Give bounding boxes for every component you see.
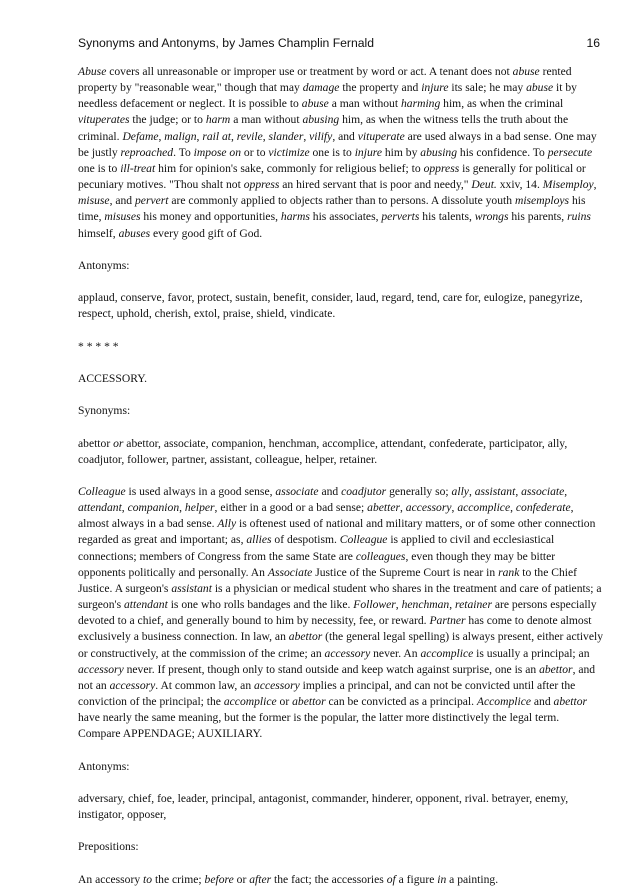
italic-term: assistant bbox=[474, 484, 516, 498]
italic-term: Follower bbox=[353, 598, 396, 612]
italic-term: colleagues bbox=[355, 549, 406, 563]
italic-term: abettor bbox=[553, 694, 588, 708]
prepositions-label: Prepositions: bbox=[78, 840, 139, 854]
italic-term: oppress bbox=[243, 178, 280, 192]
italic-term: coadjutor bbox=[341, 484, 387, 498]
italic-term: attendant bbox=[124, 598, 168, 612]
abuse-paragraph: Abuse covers all unreasonable or improper use or treatment by word or act. A tenant does not abuse rented property by "reasonable wear," though that may damage the property and injure its sale; he may abuse it by needless defacement or neglect. It is possible to abuse a man without harming him, as when the criminal vituperates the judge; or to harm a man without abusing him, as when the witness tells the truth about the criminal. Defame, malign, rail at, revile, slander, vilify, and vituperate are used always in a bad sense. One may be justly reproached. To impose on or to victimize one is to injure him by abusing his confidence. To persecute one is to ill-treat him for opinion's sake, commonly for religious belief; to oppress is generally for political or pecuniary motives. "Thou shalt not oppress an hired servant that is poor and needy," Deut. xxiv, 14. Misemploy, misuse, and pervert are commonly applied to objects rather than to persons. A dissolute youth misemploys his time, misuses his money and opportunities, harms his associates, perverts his talents, wrongs his parents, ruins himself, abuses every good gift of God. bbox=[78, 65, 597, 240]
italic-term: misuse bbox=[78, 194, 110, 208]
italic-term: Accomplice bbox=[476, 694, 531, 708]
page-header bbox=[78, 36, 600, 50]
section-separator: * * * * * bbox=[78, 339, 119, 353]
synonyms-label: Synonyms: bbox=[78, 404, 131, 418]
italic-term: abettor bbox=[292, 694, 326, 708]
italic-term: reproached bbox=[120, 145, 174, 159]
italic-term: harm bbox=[205, 113, 231, 127]
italic-term: before bbox=[204, 872, 234, 886]
italic-term: to bbox=[143, 872, 153, 886]
italic-term: vituperate bbox=[357, 129, 405, 143]
italic-term: abuse bbox=[301, 97, 329, 111]
italic-term: Deut. bbox=[471, 178, 497, 192]
antonyms-list: adversary, chief, foe, leader, principal, antagonist, commander, hinderer, opponent, rival. betrayer, enemy, instigator, opposer, bbox=[78, 791, 569, 822]
italic-term: helper bbox=[184, 501, 215, 515]
italic-term: Ally bbox=[217, 517, 237, 531]
italic-term: companion bbox=[127, 501, 180, 515]
italic-term: oppress bbox=[423, 161, 460, 175]
italic-term: injure bbox=[354, 145, 382, 159]
italic-term: abettor bbox=[288, 630, 323, 644]
italic-term: pervert bbox=[135, 194, 169, 208]
italic-term: Associate bbox=[267, 565, 313, 579]
running-title: Synonyms and Antonyms, by James Champlin Fernald bbox=[78, 36, 375, 50]
italic-term: accessory bbox=[254, 678, 300, 692]
italic-term: revile bbox=[236, 129, 263, 143]
italic-term: rank bbox=[498, 565, 520, 579]
italic-term: in bbox=[437, 872, 447, 886]
italic-term: accessory bbox=[109, 678, 156, 692]
italic-term: perverts bbox=[381, 210, 420, 224]
italic-term: confederate bbox=[515, 501, 571, 515]
italic-term: Abuse bbox=[78, 65, 107, 78]
italic-term: Defame bbox=[122, 129, 159, 143]
italic-term: assistant bbox=[171, 581, 212, 595]
antonyms-list: applaud, conserve, favor, protect, sustain, benefit, consider, laud, regard, tend, care for, eulogize, panegyrize, respect, uphold, cherish, extol, praise, shield, vindicate. bbox=[78, 291, 583, 321]
italic-term: Misemploy bbox=[542, 178, 594, 192]
italic-term: impose on bbox=[193, 145, 242, 159]
italic-term: allies bbox=[246, 533, 272, 547]
italic-term: associate bbox=[275, 484, 319, 498]
italic-term: accomplice bbox=[420, 646, 474, 660]
italic-term: slander bbox=[268, 129, 304, 143]
italic-term: injure bbox=[421, 81, 449, 95]
prepositions-paragraph: An accessory to the crime; before or after the fact; the accessories of a figure in a painting. bbox=[78, 872, 499, 886]
italic-term: after bbox=[249, 872, 272, 886]
italic-term: victimize bbox=[268, 145, 310, 159]
antonyms-label: Antonyms: bbox=[78, 258, 130, 272]
italic-term: ally bbox=[451, 484, 469, 498]
italic-term: of bbox=[386, 872, 396, 886]
colleague-paragraph: Colleague is used always in a good sense, associate and coadjutor generally so; ally, assistant, associate, attendant, companion, helper, either in a good or a bad sense; abetter, accessory, accomplice, confederate, almost always in a bad sense. Ally is oftenest used of national and military matters, or of some other connection regarded as great and important; as, allies of despotism. Colleague is applied to civil and ecclesiastical connections; members of Congress from the same State are colleagues, even though they may be bitter opponents politically and personally. An Associate Justice of the Supreme Court is near in rank to the Chief Justice. A surgeon's assistant is a physician or medical student who shares in the treatment and care of patients; a surgeon's attendant is one who rolls bandages and the like. Follower, henchman, retainer are persons especially devoted to a chief, and generally bound to him by necessity, fee, or reward. Partner has come to denote almost exclusively a business connection. In law, an abettor (the general legal spelling) is always present, either actively or constructively, at the commission of the crime; an accessory never. An accomplice is usually a principal; an accessory never. If present, though only to stand outside and keep watch against surprise, one is an abettor, and not an accessory. At common law, an accessory implies a principal, and can not be convicted until after the conviction of the principal; the accomplice or abettor can be convicted as a principal. Accomplice and abettor have nearly the same meaning, but the former is the popular, the latter more distinctively the legal term. Compare APPENDAGE; AUXILIARY. bbox=[78, 484, 603, 741]
italic-term: damage bbox=[302, 81, 340, 95]
italic-term: abettor bbox=[539, 662, 573, 676]
italic-term: accessory bbox=[78, 662, 124, 676]
italic-term: abusing bbox=[302, 113, 340, 127]
italic-term: rail at bbox=[202, 129, 231, 143]
italic-term: abuse bbox=[512, 65, 540, 78]
page-number: 16 bbox=[586, 36, 600, 50]
italic-term: Colleague bbox=[339, 533, 388, 547]
italic-term: accessory bbox=[405, 501, 452, 515]
italic-term: accessory bbox=[324, 646, 371, 660]
italic-term: Colleague bbox=[78, 484, 126, 498]
italic-term: malign bbox=[164, 129, 197, 143]
italic-term: attendant bbox=[78, 501, 122, 515]
italic-term: retainer bbox=[455, 598, 492, 612]
italic-term: associate bbox=[521, 484, 565, 498]
italic-term: harms bbox=[280, 210, 310, 224]
antonyms-label: Antonyms: bbox=[78, 759, 130, 773]
italic-term: misemploys bbox=[514, 194, 570, 208]
italic-term: vilify bbox=[309, 129, 333, 143]
italic-term: misuses bbox=[104, 210, 141, 224]
italic-term: ill-treat bbox=[120, 161, 156, 175]
entry-title: ACCESSORY. bbox=[78, 371, 148, 385]
italic-term: abuse bbox=[526, 81, 554, 95]
synonyms-list: abettor or abettor, associate, companion, henchman, accomplice, attendant, confederate, participator, ally, coadjutor, follower, partner, assistant, colleague, helper, retainer. bbox=[78, 436, 568, 466]
italic-term: persecute bbox=[547, 145, 593, 159]
italic-term: henchman bbox=[401, 598, 450, 612]
italic-term: abetter bbox=[367, 501, 400, 515]
italic-term: accomplice bbox=[223, 694, 277, 708]
italic-term: ruins bbox=[567, 210, 591, 224]
page-body bbox=[78, 64, 604, 888]
italic-term: wrongs bbox=[474, 210, 509, 224]
italic-term: abusing bbox=[420, 145, 458, 159]
italic-term: Partner bbox=[429, 614, 466, 628]
italic-term: accomplice bbox=[457, 501, 511, 515]
italic-term: abuses bbox=[118, 226, 151, 240]
italic-term: or bbox=[113, 436, 124, 450]
italic-term: harming bbox=[400, 97, 441, 111]
italic-term: vituperates bbox=[78, 113, 130, 127]
